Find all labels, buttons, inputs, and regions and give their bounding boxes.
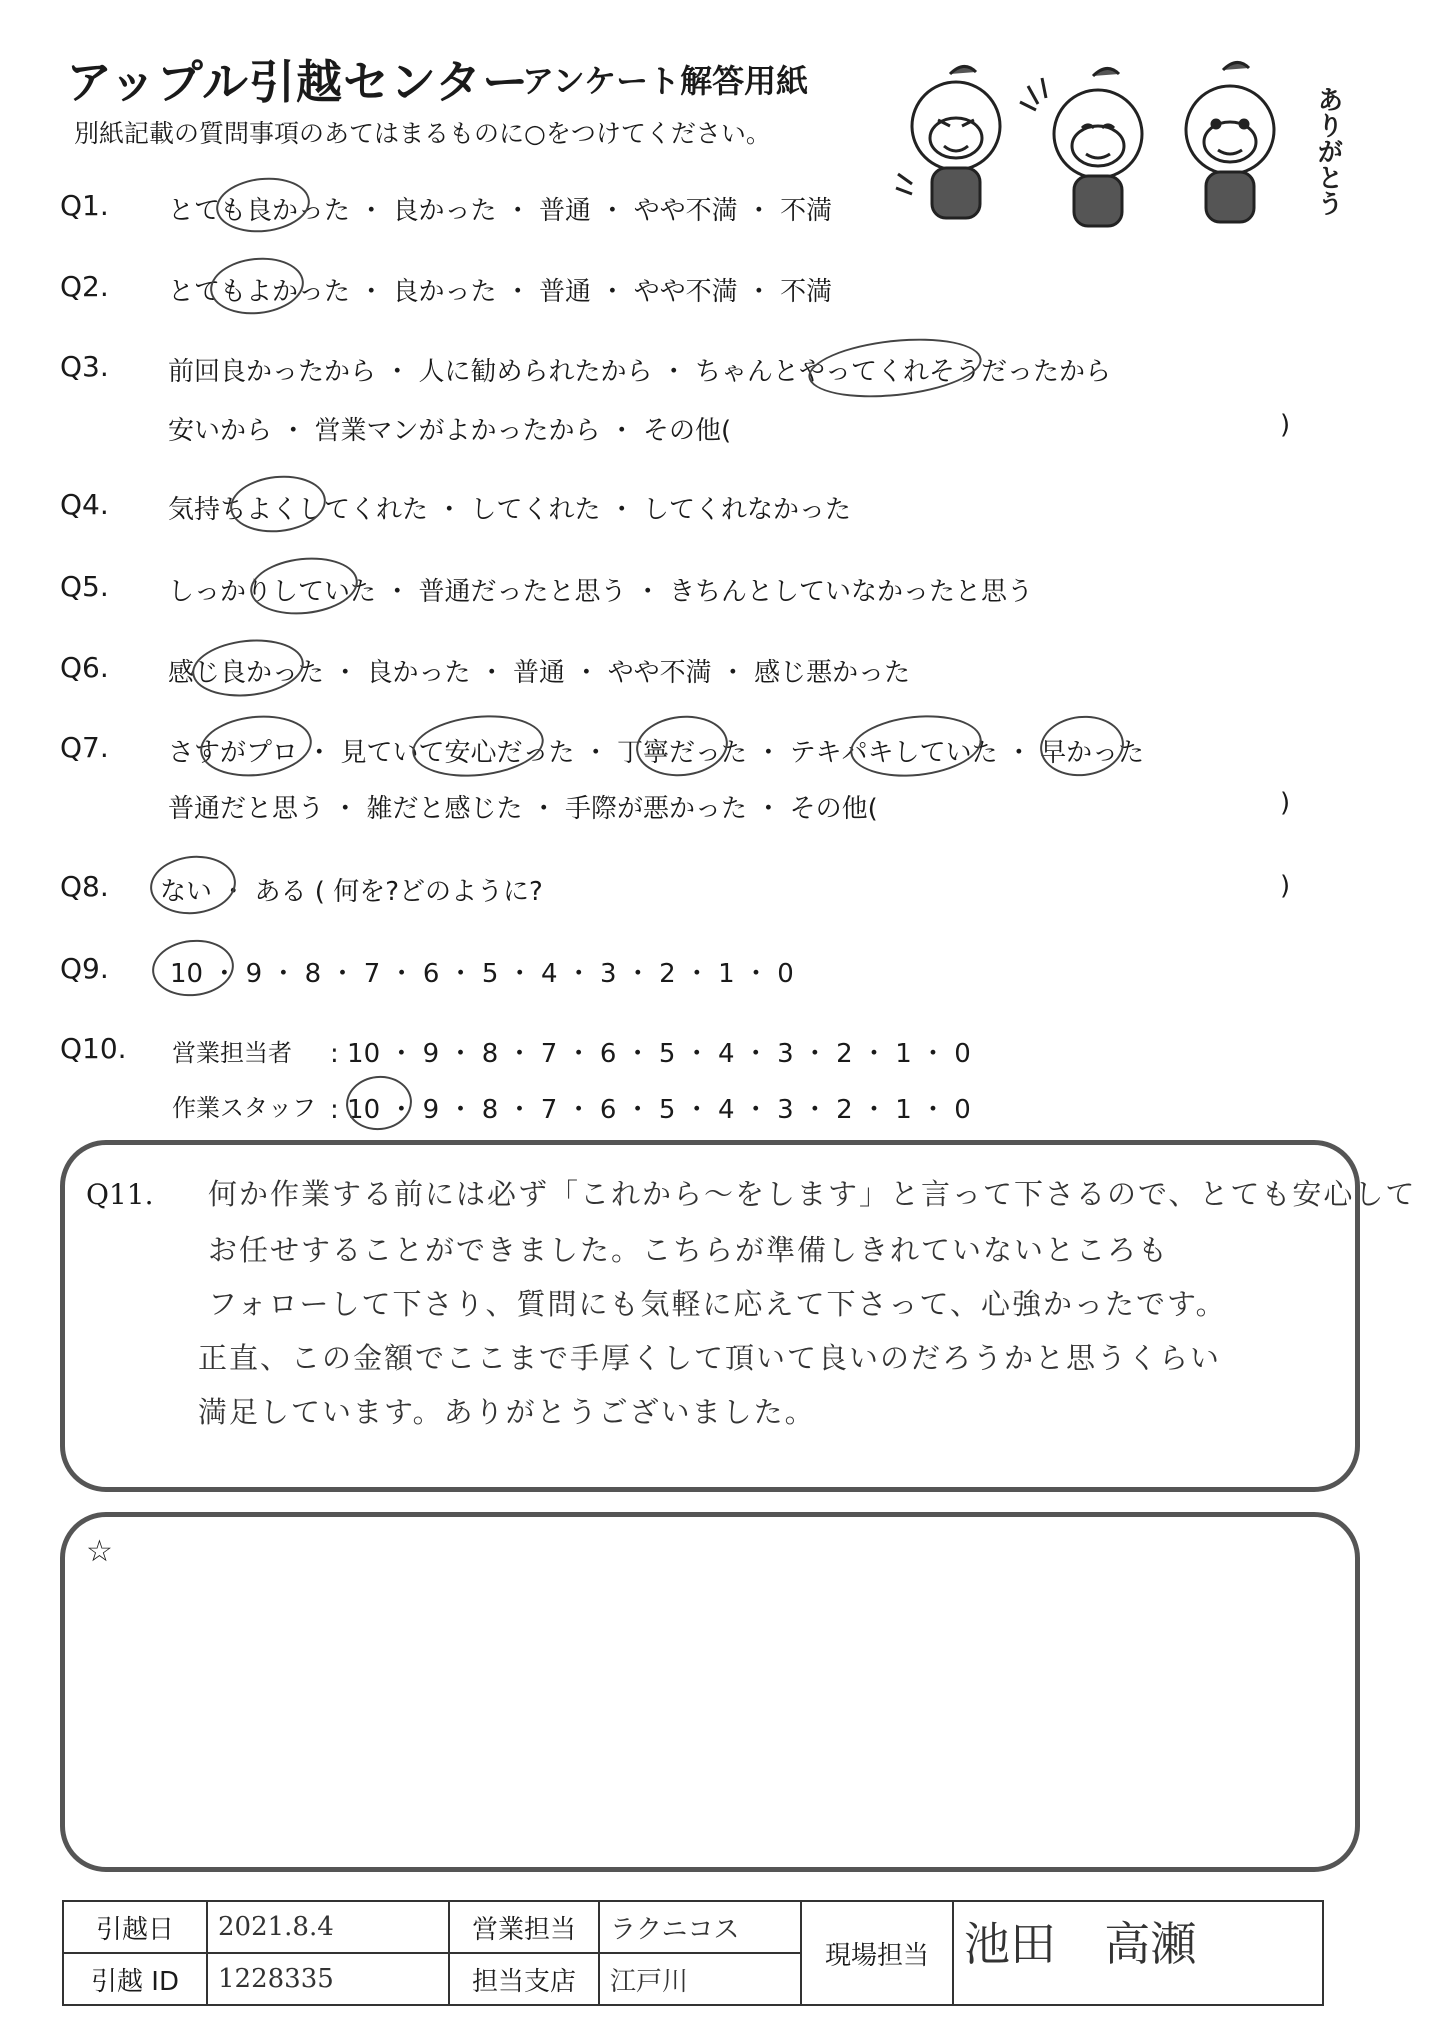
move-id-value: 1228335 xyxy=(207,1953,449,2005)
q7-options-line2[interactable]: 普通だと思う ・ 雑だと感じた ・ 手際が悪かった ・ その他( xyxy=(168,794,878,824)
mascot-caption: ありがとう xyxy=(1313,86,1343,216)
q9-scale[interactable]: 10 ・ 9 ・ 8 ・ 7 ・ 6 ・ 5 ・ 4 ・ 3 ・ 2 ・ 1 ・ 0 xyxy=(170,959,794,989)
q3-other-close: ) xyxy=(1280,410,1291,440)
q10-staff-label: 作業スタッフ xyxy=(172,1094,316,1122)
star-notes-box xyxy=(60,1512,1360,1872)
q1-answer-circle xyxy=(213,173,312,237)
q11-comment-line-3: フォローして下さり、質問にも気軽に応えて下さって、心強かったです。 xyxy=(208,1287,1227,1321)
form-title: アップル引越センター xyxy=(66,55,530,109)
move-id-label: 引越 ID xyxy=(63,1953,207,2005)
branch-value: 江戸川 xyxy=(599,1953,801,2005)
q10-label: Q10. xyxy=(60,1032,127,1065)
move-date-value: 2021.8.4 xyxy=(207,1901,449,1953)
q7-answer-circle-4 xyxy=(847,709,985,782)
q5-label: Q5. xyxy=(60,570,109,603)
q9-label: Q9. xyxy=(60,952,109,985)
q7-label: Q7. xyxy=(60,731,109,764)
q10-staff-scale[interactable]: : 10 ・ 9 ・ 8 ・ 7 ・ 6 ・ 5 ・ 4 ・ 3 ・ 2 ・ 1 ・ 0 xyxy=(330,1095,971,1125)
q3-options-line1[interactable]: 前回良かったから ・ 人に勧められたから ・ ちゃんとやってくれそうだったから xyxy=(168,357,1112,387)
q1-label: Q1. xyxy=(60,189,109,222)
form-subtitle: アンケート解答用紙 xyxy=(522,62,809,100)
monkey-3-icon xyxy=(1186,62,1274,222)
q6-answer-circle xyxy=(189,634,306,701)
q10-sales-label: 営業担当者 xyxy=(172,1039,292,1067)
q7-answer-circle-1 xyxy=(197,710,315,781)
branch-label: 担当支店 xyxy=(449,1953,599,2005)
q7-answer-circle-2 xyxy=(409,709,547,782)
monkey-1-icon xyxy=(896,66,1000,218)
q6-options[interactable]: 感じ良かった ・ 良かった ・ 普通 ・ やや不満 ・ 感じ悪かった xyxy=(168,658,911,688)
sales-rep-label: 営業担当 xyxy=(449,1901,599,1953)
q2-options[interactable]: とてもよかった ・ 良かった ・ 普通 ・ やや不満 ・ 不満 xyxy=(168,277,833,307)
footer-info-table xyxy=(62,1900,1324,2006)
q9-answer-circle xyxy=(149,936,236,1000)
star-icon: ☆ xyxy=(86,1534,113,1569)
q4-options[interactable]: 気持ちよくしてくれた ・ してくれた ・ してくれなかった xyxy=(168,495,852,525)
q8-label: Q8. xyxy=(60,870,109,903)
q6-label: Q6. xyxy=(60,651,109,684)
q11-comment-line-2: お任せすることができました。こちらが準備しきれていないところも xyxy=(208,1233,1170,1267)
q11-label: Q11. xyxy=(86,1178,154,1211)
q7-answer-circle-5 xyxy=(1037,712,1127,780)
q2-answer-circle xyxy=(207,253,306,319)
q3-answer-circle xyxy=(806,331,985,405)
q11-comment-line-1: 何か作業する前には必ず「これから〜をします」と言って下さるので、とても安心して xyxy=(208,1177,1417,1211)
q1-options[interactable]: とても良かった ・ 良かった ・ 普通 ・ やや不満 ・ 不満 xyxy=(168,196,833,226)
sales-rep-value: ラクニコス xyxy=(599,1901,801,1953)
q8-options[interactable]: ない ・ ある ( 何を?どのように? xyxy=(160,877,543,907)
q8-close: ) xyxy=(1280,871,1291,901)
monkey-2-icon xyxy=(1020,68,1142,226)
move-date-label: 引越日 xyxy=(63,1901,207,1953)
q7-answer-circle-3 xyxy=(633,711,731,780)
q7-other-close: ) xyxy=(1280,788,1291,818)
q5-options[interactable]: しっかりしていた ・ 普通だったと思う ・ きちんとしていなかったと思う xyxy=(168,577,1034,607)
q3-label: Q3. xyxy=(60,350,109,383)
onsite-staff-value-cell xyxy=(953,1901,1323,2005)
onsite-staff-label: 現場担当 xyxy=(801,1901,953,2005)
q7-options-line1[interactable]: さすがプロ ・ 見ていて安心だった ・ 丁寧だった ・ テキパキしていた ・ 早かった xyxy=(168,738,1145,768)
monkey-mascot-illustration xyxy=(888,56,1348,236)
q3-options-line2[interactable]: 安いから ・ 営業マンがよかったから ・ その他( xyxy=(168,416,732,446)
onsite-staff-name-1: 池田 xyxy=(964,1917,1056,1971)
q4-answer-circle xyxy=(227,471,328,537)
q2-label: Q2. xyxy=(60,270,109,303)
q10-sales-scale[interactable]: : 10 ・ 9 ・ 8 ・ 7 ・ 6 ・ 5 ・ 4 ・ 3 ・ 2 ・ 1 ・ 0 xyxy=(330,1039,971,1069)
q8-answer-circle xyxy=(147,852,239,919)
q11-comment-line-5: 満足しています。ありがとうございました。 xyxy=(198,1395,816,1429)
instruction-text: 別紙記載の質問事項のあてはまるものに○をつけてください。 xyxy=(74,119,771,148)
q11-comment-line-4: 正直、この金額でここまで手厚くして頂いて良いのだろうかと思うくらい xyxy=(198,1341,1222,1375)
q5-answer-circle xyxy=(247,553,360,620)
onsite-staff-name-2: 高瀬 xyxy=(1104,1917,1197,1971)
q4-label: Q4. xyxy=(60,488,109,521)
